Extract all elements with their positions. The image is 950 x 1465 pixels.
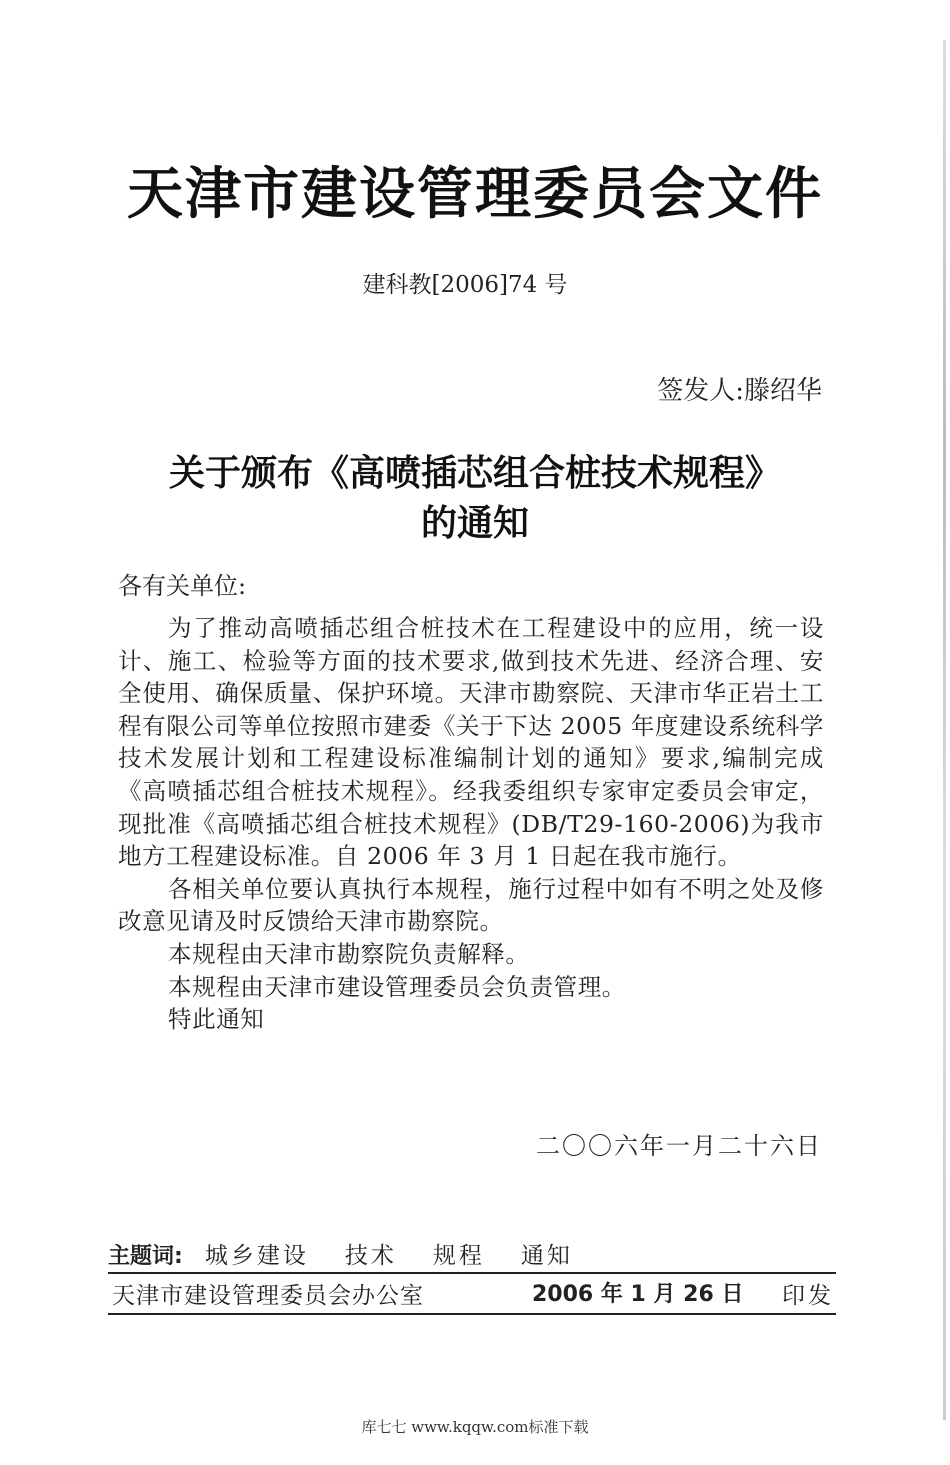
footer-watermark: 库七七 www.kqqw.com标准下载: [361, 1418, 589, 1436]
notice-title: [0, 448, 950, 548]
divider-bottom: [108, 1313, 836, 1315]
body-paragraph-3: 本规程由天津市勘察院负责解释。: [168, 939, 530, 968]
divider-top: [108, 1272, 836, 1274]
subject-label: 主题词:: [108, 1244, 183, 1269]
salutation: 各有关单位:: [118, 572, 247, 600]
subject-term: 城乡建设: [204, 1243, 309, 1269]
issuance-row: [108, 1277, 836, 1311]
signer-line: 签发人:滕绍华: [657, 376, 822, 406]
document-header-title: 天津市建设管理委员会文件: [127, 161, 823, 227]
body-paragraph-5: 特此通知: [168, 1005, 265, 1034]
body-paragraph-1: 为了推动高喷插芯组合桩技术在工程建设中的应用，统一设计、施工、检验等方面的技术要求,做到技术先进、经济合理、安全使用、确保质量、保护环境。天津市勘察院、天津市华正岩土工程有限公司等单位按照市建委《关于下达 2005 年度建设系统科学技术发展计划和工程建设标准编制计划的通知》要求,编制完成《高喷插芯组合桩技术规程》。经我委组织专家审定委员会审定，现批准《高喷插芯组合桩技术规程》(DB/T29-160-2006)为我市地方工程建设标准。自 2006 年 3 月 1 日起在我市施行。: [118, 614, 824, 871]
subject-term: 通知: [520, 1243, 573, 1269]
subject-keywords-row: [108, 1237, 836, 1271]
subject-term: 规程: [432, 1243, 485, 1269]
body-paragraph-4: 本规程由天津市建设管理委员会负责管理。: [168, 972, 626, 1001]
issue-date: 2006 年 1 月 26 日: [532, 1282, 744, 1307]
notice-body: [118, 612, 824, 1036]
notice-title-line-2: 的通知: [420, 502, 529, 544]
scan-edge-shadow: [943, 40, 946, 1420]
subject-term: 技术: [344, 1243, 397, 1269]
issuing-office: 天津市建设管理委员会办公室: [112, 1283, 424, 1309]
notice-title-line-1: 关于颁布《高喷插芯组合桩技术规程》: [168, 452, 781, 494]
body-paragraph-2: 各相关单位要认真执行本规程，施行过程中如有不明之处及修改意见请及时反馈给天津市勘察院。: [118, 874, 824, 936]
issue-action: 印发: [782, 1283, 834, 1309]
notice-date: 二〇〇六年一月二十六日: [536, 1132, 822, 1160]
document-number: 建科教[2006]74 号: [362, 272, 568, 298]
